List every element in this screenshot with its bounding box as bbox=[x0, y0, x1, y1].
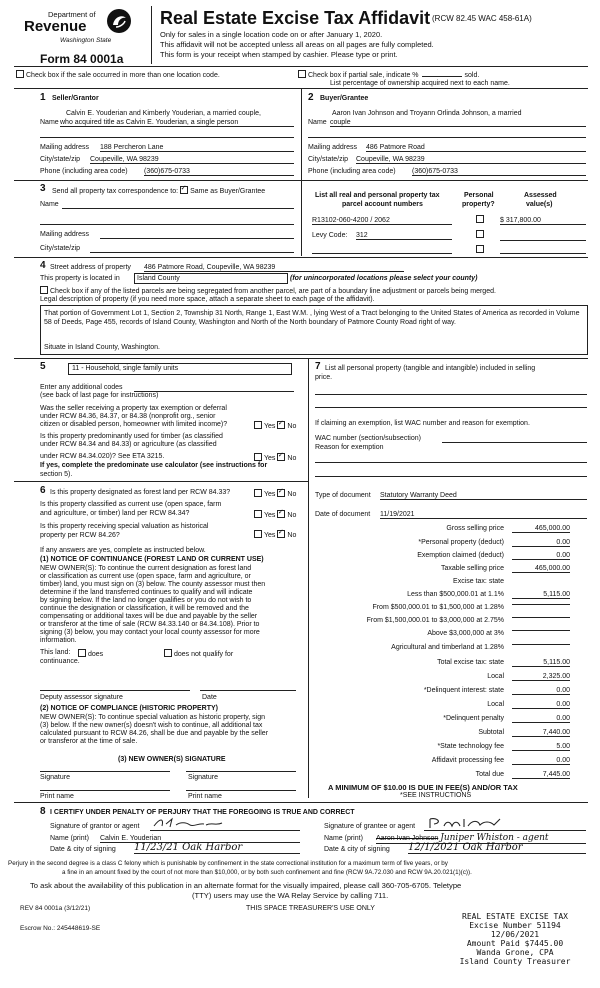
multi-location-checkbox[interactable] bbox=[16, 70, 24, 78]
section4-number: 4 bbox=[40, 260, 46, 271]
personal-property-checkbox-3[interactable] bbox=[474, 245, 486, 254]
forest-yes-no: Yes✓ No bbox=[252, 489, 296, 498]
tax-label-2: Exemption claimed (deduct) bbox=[417, 552, 504, 559]
exempt-yes-no: Yes✓ No bbox=[252, 421, 296, 430]
segregated-row: Check box if any of the listed parcels are being segregated from another parcel, are part of a boundary line adjustment or parcels being merged. bbox=[38, 286, 496, 295]
buyer-heading: Buyer/Grantee bbox=[320, 95, 369, 102]
corr-mailing-label: Mailing address bbox=[40, 231, 90, 238]
form-number: Form 84 0001a bbox=[40, 52, 124, 66]
classified-q1: Is this property classified as current use (open space, farm bbox=[40, 501, 222, 508]
ownership-note: List percentage of ownership acquired next to each name. bbox=[330, 80, 510, 87]
partial-sale-checkbox-row[interactable]: Check box if partial sale, indicate % sold. bbox=[296, 70, 479, 79]
corr-name-label: Name bbox=[40, 201, 59, 208]
forest-yes-checkbox[interactable] bbox=[254, 489, 262, 497]
tax-label-17: Affidavit processing fee bbox=[431, 757, 504, 764]
section7-label2: price. bbox=[315, 374, 333, 381]
tax-label-6: From $500,000.01 to $1,500,000 at 1.28% bbox=[372, 604, 504, 611]
owner-print-label2: Print name bbox=[188, 793, 222, 800]
treasurer-only: THIS SPACE TREASURER'S USE ONLY bbox=[246, 905, 375, 912]
historical-yes-checkbox[interactable] bbox=[254, 530, 262, 538]
tax-value-1[interactable]: 0.00 bbox=[512, 539, 570, 547]
timber-q2: under RCW 84.34 and 84.33) or agriculture (as classified bbox=[40, 441, 217, 448]
tax-value-6[interactable] bbox=[512, 604, 570, 605]
legal-label: Legal description of property (if you need more space, attach a separate sheet to each page of the affidavit). bbox=[40, 296, 375, 303]
state-name: Washington State bbox=[60, 37, 112, 44]
grantee-signature[interactable] bbox=[424, 815, 586, 831]
seller-name-line2[interactable]: who acquired title as Calvin E. Youderian, a single person bbox=[60, 119, 294, 127]
tax-value-10[interactable]: 5,115.00 bbox=[512, 659, 570, 667]
does-not-checkbox-row: does not qualify for bbox=[162, 649, 233, 658]
timber-no-checkbox[interactable] bbox=[277, 453, 285, 461]
seller-name-line1: Calvin E. Youderian and Kimberly Youderian, a married couple, bbox=[66, 110, 261, 117]
tax-value-18[interactable]: 7,445.00 bbox=[512, 771, 570, 779]
historic-heading: (2) NOTICE OF COMPLIANCE (HISTORIC PROPERTY) bbox=[40, 705, 218, 712]
grantee-date[interactable]: 12/1/2021 Oak Harbor bbox=[408, 842, 586, 854]
historic-text: NEW OWNER(S): To continue special valuation as historic property, sign (3) below. If the new owner(s) doesn't wish to continue, all additional tax calculated pursuant to RCW 84.26, shall be due and payable by the seller or transferor at the time of sale. bbox=[40, 714, 269, 745]
tax-value-17[interactable]: 0.00 bbox=[512, 757, 570, 765]
section7-label1: List all personal property (tangible and intangible) included in selling bbox=[325, 365, 536, 372]
parcel-header2: parcel account numbers bbox=[342, 201, 423, 208]
corr-city-label: City/state/zip bbox=[40, 245, 81, 252]
exempt-q2: under RCW 84.36, 84.37, or 84.38 (nonprofit org., senior bbox=[40, 413, 216, 420]
doc-type-label: Type of document bbox=[315, 492, 371, 499]
classified-yes-checkbox[interactable] bbox=[254, 510, 262, 518]
tax-label-1: *Personal property (deduct) bbox=[418, 539, 504, 546]
tax-value-9[interactable] bbox=[512, 644, 570, 645]
tax-value-14[interactable]: 0.00 bbox=[512, 715, 570, 723]
does-checkbox-row: does bbox=[76, 649, 103, 658]
continuance-label: continuance. bbox=[40, 658, 80, 665]
alt-format-line2: (TTY) users may use the WA Relay Service by calling 711. bbox=[192, 891, 389, 900]
perjury-line1: Perjury in the second degree is a class C felony which is punishable by confinement in the state correctional institution for a maximum term of five years, or by bbox=[8, 860, 448, 867]
timber-note1: If yes, complete the predominate use calculator (see instructions for bbox=[40, 462, 268, 469]
tax-value-11[interactable]: 2,325.00 bbox=[512, 673, 570, 681]
claim-exempt-label: If claiming an exemption, list WAC number and reason for exemption. bbox=[315, 420, 530, 427]
section6-number: 6 bbox=[40, 485, 46, 496]
grantee-name-label: Name (print) bbox=[324, 835, 363, 842]
land-use-select[interactable]: 11 - Household, single family units bbox=[68, 363, 292, 375]
section7-number: 7 bbox=[315, 361, 321, 372]
tax-label-10: Total excise tax: state bbox=[437, 659, 504, 666]
personal-property-checkbox-1[interactable] bbox=[474, 215, 486, 224]
grantee-date-label: Date & city of signing bbox=[324, 846, 390, 853]
personal-property-checkbox-2[interactable] bbox=[474, 230, 486, 239]
tax-label-16: *State technology fee bbox=[437, 743, 504, 750]
grantor-date[interactable]: 11/23/21 Oak Harbor bbox=[134, 842, 300, 854]
continuance-text: NEW OWNER(S): To continue the current designation as forest land or classification as current use (open space, farm and agriculture, or timber) land, you must sign on (3) below. The county assessor must then determine if the land transferred continues to qualify and will indicate by signing below. If the land no longer qualifies or you do not wish to continue the designation or classification, it will be removed and the compensating or additional taxes will be due and payable by the seller or transferor at the time of sale (RCW 84.33.140 or 84.34.108). Prior to signing (3) below, you may contact your local county assessor for more information. bbox=[40, 565, 266, 644]
classified-yes-no: Yes✓ No bbox=[252, 510, 296, 519]
tax-label-4: Excise tax: state bbox=[453, 578, 504, 585]
street-label: Street address of property bbox=[50, 264, 131, 271]
doc-date-label: Date of document bbox=[315, 511, 371, 518]
levy-code[interactable]: 312 bbox=[356, 232, 452, 240]
tax-label-14: *Delinquent penalty bbox=[443, 715, 504, 722]
grantee-name-struck: Aaron Ivan Johnson bbox=[376, 835, 439, 842]
seller-mailing-label: Mailing address bbox=[40, 144, 90, 151]
grantor-name[interactable]: Calvin E. Youderian bbox=[100, 835, 300, 843]
tax-label-15: Subtotal bbox=[478, 729, 504, 736]
county-select[interactable]: Island County bbox=[134, 273, 288, 284]
assessed-header2: value(s) bbox=[526, 201, 553, 208]
exempt-q3: citizen or disabled person, homeowner with limited income)? bbox=[40, 421, 228, 428]
if-yes-note: If any answers are yes, complete as instructed below. bbox=[40, 547, 206, 554]
header-note2: This affidavit will not be accepted unless all areas on all pages are fully completed. bbox=[160, 40, 434, 49]
tax-value-16[interactable]: 5.00 bbox=[512, 743, 570, 751]
segregated-checkbox[interactable] bbox=[40, 286, 48, 294]
personal-header1: Personal bbox=[464, 192, 494, 199]
alt-format-line1: To ask about the availability of this publication in an alternate format for the visually impaired, please call 360-705-6705. Teletype bbox=[30, 881, 462, 890]
tax-value-7[interactable] bbox=[512, 617, 570, 618]
forest-q: Is this property designated as forest land per RCW 84.33? bbox=[50, 489, 231, 496]
escrow-number: Escrow No.: 245448619-SE bbox=[20, 925, 101, 932]
grantee-signature-scribble-icon bbox=[424, 815, 564, 830]
buyer-city[interactable]: Coupeville, WA 98239 bbox=[356, 156, 586, 164]
tax-label-9: Agricultural and timberland at 1.28% bbox=[391, 644, 504, 651]
tax-value-13[interactable]: 0.00 bbox=[512, 701, 570, 709]
codes-label2: (see back of last page for instructions) bbox=[40, 392, 159, 399]
buyer-mailing[interactable]: 486 Patmore Road bbox=[366, 144, 586, 152]
new-owner-heading: (3) NEW OWNER(S) SIGNATURE bbox=[118, 756, 226, 763]
header-note1: Only for sales in a single location code on or after January 1, 2020. bbox=[160, 30, 383, 39]
legal-description: That portion of Government Lot 1, Section 2, Township 31 North, Range 1, East W.M. , lying West of a Tract belonging to the United States of America as recorded in Volume 58 of Deeds, Page 455, records of Island County, Washington and North of the North boundary of Patmore County Road right of way. bbox=[44, 310, 580, 326]
tax-value-3[interactable]: 465,000.00 bbox=[512, 565, 570, 573]
buyer-name-line2[interactable]: couple bbox=[330, 119, 586, 127]
personal-header2: property? bbox=[462, 201, 495, 208]
located-note: (for unincorporated locations please select your county) bbox=[290, 275, 478, 282]
seller-mailing[interactable]: 188 Percheron Lane bbox=[100, 144, 294, 152]
tax-value-5[interactable]: 5,115.00 bbox=[512, 591, 570, 599]
classified-no-checkbox[interactable] bbox=[277, 510, 285, 518]
grantee-sig-label: Signature of grantee or agent bbox=[324, 823, 416, 830]
assessed-header1: Assessed bbox=[524, 192, 557, 199]
parcel-number-1[interactable]: R13102-060-4200 / 2062 bbox=[312, 217, 452, 225]
forest-no-checkbox[interactable] bbox=[277, 489, 285, 497]
doc-date[interactable]: 11/19/2021 bbox=[380, 511, 587, 519]
owner-print-label1: Print name bbox=[40, 793, 74, 800]
grantor-sig-label: Signature of grantor or agent bbox=[50, 823, 140, 830]
assessed-value-1[interactable]: $ 317,800.00 bbox=[500, 217, 586, 225]
classified-q2: and agriculture, or timber) land per RCW 84.34? bbox=[40, 510, 190, 517]
tax-label-12: *Delinquent interest: state bbox=[423, 687, 504, 694]
partial-sale-checkbox[interactable] bbox=[298, 70, 306, 78]
buyer-name-label: Name bbox=[308, 119, 327, 126]
revenue-logo bbox=[18, 6, 138, 56]
exempt-yes-checkbox[interactable] bbox=[254, 421, 262, 429]
reason-label: Reason for exemption bbox=[315, 444, 384, 451]
located-label: This property is located in bbox=[40, 275, 120, 282]
timber-yes-checkbox[interactable] bbox=[254, 453, 262, 461]
owner-sig-label1: Signature bbox=[40, 774, 70, 781]
this-land-label: This land: bbox=[40, 649, 71, 656]
certify-statement: I CERTIFY UNDER PENALTY OF PERJURY THAT THE FOREGOING IS TRUE AND CORRECT bbox=[50, 809, 355, 816]
see-instructions: *SEE INSTRUCTIONS bbox=[400, 792, 472, 799]
seller-phone-label: Phone (including area code) bbox=[40, 168, 128, 175]
revenue-swirl-icon bbox=[106, 8, 132, 34]
multi-location-checkbox-row[interactable]: Check box if the sale occurred in more than one location code. bbox=[14, 70, 220, 79]
timber-q1: Is this property predominantly used for timber (as classified bbox=[40, 433, 223, 440]
tax-label-3: Taxable selling price bbox=[440, 565, 504, 572]
rev-number: REV 84 0001a (3/12/21) bbox=[20, 905, 91, 912]
continuance-heading: (1) NOTICE OF CONTINUANCE (FOREST LAND OR CURRENT USE) bbox=[40, 556, 264, 563]
dept-line1: Department of bbox=[48, 10, 96, 19]
deputy-sig-label: Deputy assessor signature bbox=[40, 694, 123, 701]
legal-description-box[interactable] bbox=[40, 305, 588, 355]
tax-value-0[interactable]: 465,000.00 bbox=[512, 525, 570, 533]
does-checkbox[interactable] bbox=[78, 649, 86, 657]
section1-number: 1 bbox=[40, 92, 46, 103]
tax-label-7: From $1,500,000.01 to $3,000,000 at 2.75% bbox=[366, 617, 504, 624]
tax-value-8[interactable] bbox=[512, 630, 570, 631]
tax-label-8: Above $3,000,000 at 3% bbox=[427, 630, 504, 637]
grantor-signature-scribble-icon bbox=[150, 816, 270, 830]
tax-label-5: Less than $500,000.01 at 1.1% bbox=[407, 591, 504, 598]
grantor-signature[interactable] bbox=[150, 816, 300, 831]
doc-type[interactable]: Statutory Warranty Deed bbox=[380, 492, 587, 500]
does-not-checkbox[interactable] bbox=[164, 649, 172, 657]
historical-q1: Is this property receiving special valuation as historical bbox=[40, 523, 209, 530]
section8-number: 8 bbox=[40, 806, 46, 817]
timber-yes-no: Yes✓ No bbox=[252, 453, 296, 462]
street-address[interactable]: 486 Patmore Road, Coupeville, WA 98239 bbox=[144, 264, 404, 272]
form-title: Real Estate Excise Tax Affidavit bbox=[160, 8, 431, 28]
section2-number: 2 bbox=[308, 92, 314, 103]
levy-code-label: Levy Code: bbox=[312, 232, 348, 239]
buyer-city-label: City/state/zip bbox=[308, 156, 349, 163]
perjury-line2: a fine in an amount fixed by the court of not more than $10,000, or by both such confinement and fine (RCW 9A.72.030 and RCW 9A.20.021(1)(c)). bbox=[62, 869, 472, 876]
same-as-buyer-checkbox[interactable] bbox=[180, 186, 188, 194]
treasurer-stamp: REAL ESTATE EXCISE TAX Excise Number 51194 12/06/2021 Amount Paid $7445.00 Wanda Grone, CPA Island County Treasurer bbox=[459, 912, 571, 966]
grantee-name-hand: Juniper Whiston - agent bbox=[440, 833, 549, 843]
seller-city[interactable]: Coupeville, WA 98239 bbox=[90, 156, 294, 164]
buyer-name-line1: Aaron Ivan Johnson and Troyann Orlinda Johnson, a married bbox=[332, 110, 522, 117]
tax-value-2[interactable]: 0.00 bbox=[512, 552, 570, 560]
exempt-q1: Was the seller receiving a property tax exemption or deferral bbox=[40, 405, 227, 412]
tax-label-11: Local bbox=[487, 673, 504, 680]
tax-label-13: Local bbox=[487, 701, 504, 708]
grantor-name-label: Name (print) bbox=[50, 835, 89, 842]
section5-number: 5 bbox=[40, 361, 46, 372]
seller-name-label: Name bbox=[40, 119, 59, 126]
parcel-header1: List all real and personal property tax bbox=[315, 192, 440, 199]
grantor-date-label: Date & city of signing bbox=[50, 846, 116, 853]
owner-sig-label2: Signature bbox=[188, 774, 218, 781]
timber-q3: under RCW 84.34.020)? See ETA 3215. bbox=[40, 453, 165, 460]
tax-label-0: Gross selling price bbox=[446, 525, 504, 532]
historical-no-checkbox[interactable] bbox=[277, 530, 285, 538]
historical-yes-no: Yes✓ No bbox=[252, 530, 296, 539]
timber-note2: section 5). bbox=[40, 471, 73, 478]
exempt-no-checkbox[interactable] bbox=[277, 421, 285, 429]
tax-value-12[interactable]: 0.00 bbox=[512, 687, 570, 695]
tax-value-15[interactable]: 7,440.00 bbox=[512, 729, 570, 737]
section3-number: 3 bbox=[40, 183, 46, 194]
wac-label: WAC number (section/subsection) bbox=[315, 435, 421, 442]
dept-line2: Revenue bbox=[24, 18, 87, 35]
buyer-phone[interactable]: (360)675-0733 bbox=[412, 168, 586, 176]
rcw-reference: (RCW 82.45 WAC 458-61A) bbox=[432, 14, 532, 23]
situate-line: Situate in Island County, Washington. bbox=[44, 344, 160, 351]
seller-city-label: City/state/zip bbox=[40, 156, 81, 163]
buyer-mailing-label: Mailing address bbox=[308, 144, 358, 151]
buyer-phone-label: Phone (including area code) bbox=[308, 168, 396, 175]
seller-phone[interactable]: (360)675-0733 bbox=[144, 168, 294, 176]
minimum-fee-note: A MINIMUM OF $10.00 IS DUE IN FEE(S) AND/OR TAX bbox=[328, 783, 518, 792]
historical-q2: property per RCW 84.26? bbox=[40, 532, 120, 539]
tax-label-18: Total due bbox=[475, 771, 504, 778]
codes-label1: Enter any additional codes bbox=[40, 384, 123, 391]
correspondence-row: Send all property tax correspondence to:✓ Same as Buyer/Grantee bbox=[52, 186, 265, 195]
header-note3: This form is your receipt when stamped by cashier. Please type or print. bbox=[160, 50, 398, 59]
seller-heading: Seller/Grantor bbox=[52, 95, 99, 102]
deputy-date-label: Date bbox=[202, 694, 217, 701]
